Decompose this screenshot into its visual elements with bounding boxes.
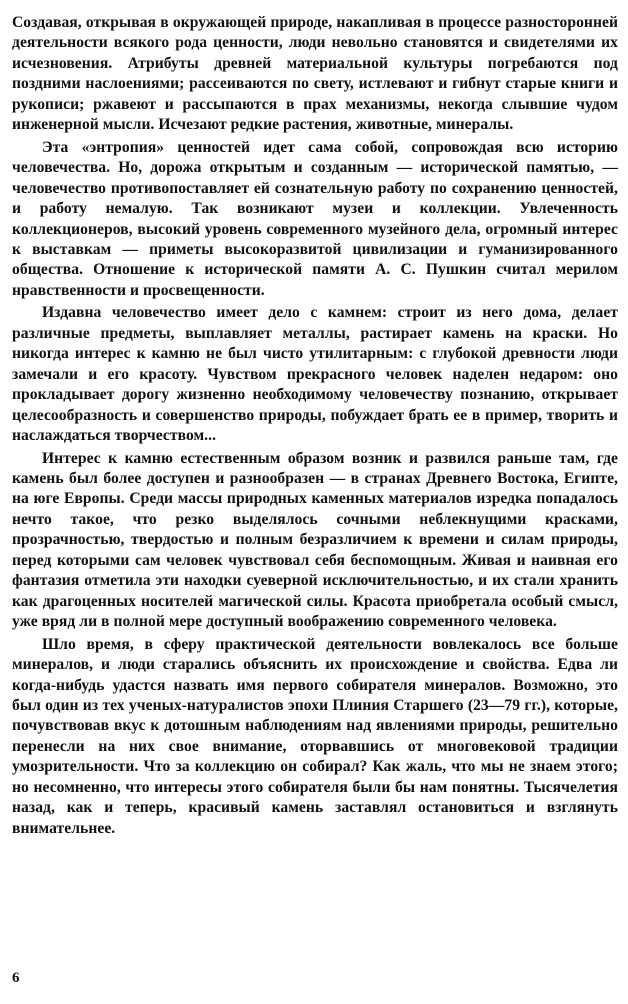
paragraph-4: Интерес к камню естественным образом возник и развился раньше там, где камень был более доступен и разнообразен — в странах Древнего Востока, Египте, на юге Европы. Среди массы природных каменных материалов изредка попадалось нечто такое, что резко выделялось сочными неблекнущими красками, прозрачностью, твердостью и полным безразличием к времени и силам природы, перед которыми сам человек чувствовал себя беспомощным. Живая и наивная его фантазия отметила эти находки суеверной исключительностью, и их стали хранить как драгоценных носителей магической силы. Красота приобретала особый смысл, уже вряд ли в полной мере доступный воображению современного человека. [12,449,618,631]
paragraph-3: Издавна человечество имеет дело с камнем: строит из него дома, делает различные предметы, выплавляет металлы, растирает камень на краски. Но никогда интерес к камню не был чисто утилитарным: с глубокой древности люди замечали и его красоту. Чувством прекрасного человек наделен недаром: оно прокладывает дорогу жизненно необходимому человечеству познанию, открывает целесообразность и совершенство природы, побуждает брать ее в пример, творить и наслаждаться творчеством... [12,304,618,445]
paragraph-1: Создавая, открывая в окружающей природе, накапливая в процессе разносторонней деятельности всякого рода ценности, люди невольно становятся и свидетелями их исчезновения. Атрибуты древней материальной культуры погребаются под поздними наслоениями; рассеиваются по свету, истлевают и гибнут старые книги и рукописи; ржавеют и рассыпаются в прах механизмы, некогда слывшие чудом инженерной мысли. Исчезают редкие растения, животные, минералы. [12,14,618,134]
page-number: 6 [12,970,20,986]
paragraph-5: Шло время, в сферу практической деятельности вовлекалось все больше минералов, и люди старались объяснить их происхождение и свойства. Едва ли когда-нибудь удастся назвать имя первого собирателя минералов. Возможно, это был один из тех ученых-натуралистов эпохи Плиния Старшего (23—79 гг.), которые, почувствовав вкус к дотошным наблюдениям над явлениями природы, решительно перенесли на них свое внимание, оторвавшись от многовековой традиции умозрительности. Что за коллекцию он собирал? Как жаль, что мы не знаем этого; но несомненно, что интересы этого собирателя были бы нам понятны. Тысячелетия назад, как и теперь, красивый камень заставлял остановиться и взглянуть внимательнее. [12,635,618,837]
paragraph-2: Эта «энтропия» ценностей идет сама собой, сопровождая всю историю человечества. Но, дорожа открытым и созданным — исторической памятью, — человечество противопоставляет ей сознательную работу по сохранению ценностей, и работу немалую. Так возникают музеи и коллекции. Увлеченность коллекционеров, высокий уровень современного музейного дела, огромный интерес к выставкам — приметы высокоразвитой цивилизации и гуманизированного общества. Отношение к исторической памяти А. С. Пушкин считал мерилом нравственности и просвещенности. [12,138,618,299]
